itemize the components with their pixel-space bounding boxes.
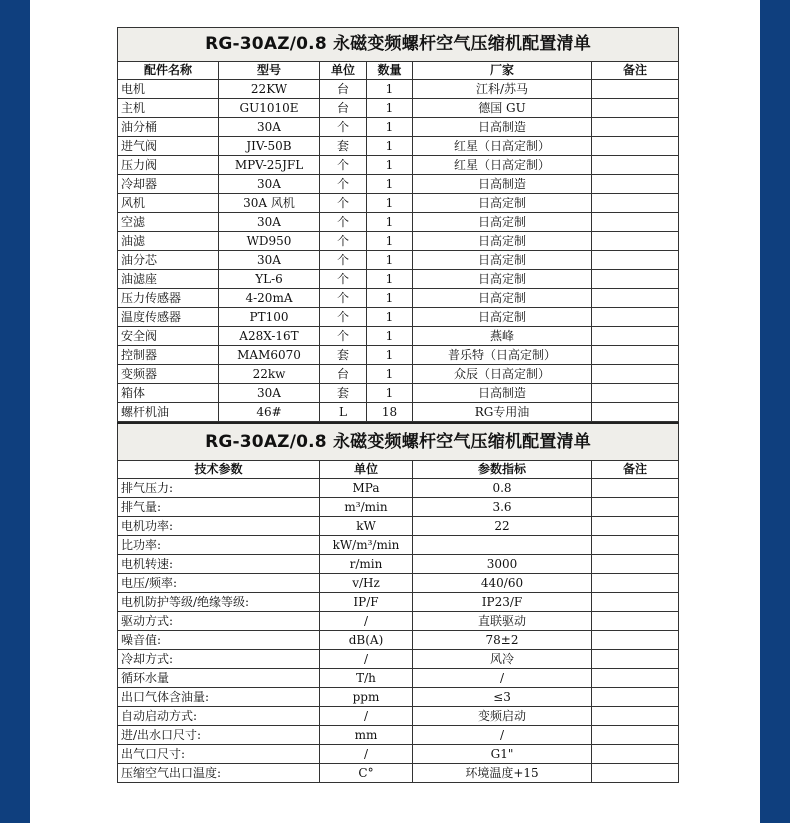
table-cell: 1 xyxy=(367,175,413,194)
table-row xyxy=(118,156,679,175)
table-cell: 德国 GU xyxy=(413,99,592,118)
params-title-row xyxy=(118,423,679,461)
table-row xyxy=(118,707,679,726)
table-cell: PT100 xyxy=(219,308,320,327)
table-cell xyxy=(592,479,679,498)
table-row xyxy=(118,498,679,517)
table-cell: 1 xyxy=(367,213,413,232)
table-cell: mm xyxy=(320,726,413,745)
header-unit: 单位 xyxy=(320,62,367,80)
table-cell: 22 xyxy=(413,517,592,536)
table-cell: m³/min xyxy=(320,498,413,517)
table-row xyxy=(118,726,679,745)
table-cell: 油分桶 xyxy=(118,118,219,137)
table-cell xyxy=(592,137,679,156)
table-cell xyxy=(592,99,679,118)
header-param-unit: 单位 xyxy=(320,461,413,479)
table-cell: 46# xyxy=(219,403,320,422)
table-cell: 个 xyxy=(320,270,367,289)
params-table-title: RG-30AZ/0.8 永磁变频螺杆空气压缩机配置清单 xyxy=(118,423,679,461)
table-cell: 台 xyxy=(320,80,367,99)
table-row xyxy=(118,137,679,156)
document-content xyxy=(117,27,678,783)
table-cell: 比功率: xyxy=(118,536,320,555)
table-cell: 个 xyxy=(320,289,367,308)
table-cell xyxy=(592,536,679,555)
table-cell: 螺杆机油 xyxy=(118,403,219,422)
table-cell: 1 xyxy=(367,308,413,327)
table-cell: 30A xyxy=(219,118,320,137)
table-cell: 30A xyxy=(219,175,320,194)
table-cell xyxy=(592,707,679,726)
table-cell: 台 xyxy=(320,99,367,118)
table-cell xyxy=(592,574,679,593)
table-cell xyxy=(592,156,679,175)
table-cell: T/h xyxy=(320,669,413,688)
table-cell: 22KW xyxy=(219,80,320,99)
table-row xyxy=(118,764,679,783)
table-cell: 电机 xyxy=(118,80,219,99)
table-cell: / xyxy=(320,707,413,726)
table-cell: 30A xyxy=(219,213,320,232)
table-cell: 控制器 xyxy=(118,346,219,365)
table-cell: 排气压力: xyxy=(118,479,320,498)
table-cell xyxy=(413,536,592,555)
table-cell xyxy=(592,650,679,669)
table-cell: IP/F xyxy=(320,593,413,612)
table-cell: 出气口尺寸: xyxy=(118,745,320,764)
table-cell: 1 xyxy=(367,232,413,251)
table-cell: 台 xyxy=(320,365,367,384)
table-cell: 燕峰 xyxy=(413,327,592,346)
table-cell: 循环水量 xyxy=(118,669,320,688)
table-cell: 日高定制 xyxy=(413,289,592,308)
table-cell: WD950 xyxy=(219,232,320,251)
table-cell: 套 xyxy=(320,346,367,365)
config-table xyxy=(117,27,679,422)
table-cell: 日高定制 xyxy=(413,308,592,327)
table-cell xyxy=(592,327,679,346)
table-row xyxy=(118,289,679,308)
table-cell: 变频启动 xyxy=(413,707,592,726)
table-row xyxy=(118,574,679,593)
table-cell: 个 xyxy=(320,327,367,346)
table-cell: 变频器 xyxy=(118,365,219,384)
table-cell: 个 xyxy=(320,308,367,327)
table-row xyxy=(118,479,679,498)
table-cell: 个 xyxy=(320,251,367,270)
table-cell: 冷却方式: xyxy=(118,650,320,669)
table-cell: / xyxy=(320,612,413,631)
table-cell xyxy=(592,365,679,384)
table-cell xyxy=(592,555,679,574)
table-row xyxy=(118,251,679,270)
table-row xyxy=(118,403,679,422)
table-cell: 进气阀 xyxy=(118,137,219,156)
table-row xyxy=(118,232,679,251)
table-row xyxy=(118,194,679,213)
table-cell: 环境温度+15 xyxy=(413,764,592,783)
table-cell: 出口气体含油量: xyxy=(118,688,320,707)
table-cell: 1 xyxy=(367,137,413,156)
table-row xyxy=(118,688,679,707)
table-row xyxy=(118,669,679,688)
table-cell: 日高制造 xyxy=(413,118,592,137)
params-table xyxy=(117,422,679,783)
table-cell: 3.6 xyxy=(413,498,592,517)
table-cell: 冷却器 xyxy=(118,175,219,194)
table-cell xyxy=(592,688,679,707)
table-row xyxy=(118,346,679,365)
table-cell: 主机 xyxy=(118,99,219,118)
table-cell: 电机功率: xyxy=(118,517,320,536)
table-cell: 安全阀 xyxy=(118,327,219,346)
table-cell: 30A 风机 xyxy=(219,194,320,213)
header-model: 型号 xyxy=(219,62,320,80)
table-row xyxy=(118,175,679,194)
table-cell: 日高定制 xyxy=(413,194,592,213)
table-row xyxy=(118,270,679,289)
config-title-row xyxy=(118,28,679,62)
table-row xyxy=(118,745,679,764)
table-cell: 普乐特（日高定制） xyxy=(413,346,592,365)
table-cell: 压力阀 xyxy=(118,156,219,175)
table-cell: 1 xyxy=(367,365,413,384)
table-row xyxy=(118,118,679,137)
table-cell xyxy=(592,631,679,650)
table-cell: IP23/F xyxy=(413,593,592,612)
table-cell: 个 xyxy=(320,118,367,137)
table-cell: 红星（日高定制） xyxy=(413,156,592,175)
table-row xyxy=(118,631,679,650)
table-cell: 30A xyxy=(219,384,320,403)
table-cell: 22kw xyxy=(219,365,320,384)
table-cell xyxy=(592,118,679,137)
table-cell: 日高制造 xyxy=(413,175,592,194)
table-row xyxy=(118,536,679,555)
table-cell: 日高定制 xyxy=(413,270,592,289)
table-cell xyxy=(592,498,679,517)
table-cell: 压缩空气出口温度: xyxy=(118,764,320,783)
table-cell: 油滤 xyxy=(118,232,219,251)
table-cell: ppm xyxy=(320,688,413,707)
table-cell: kW/m³/min xyxy=(320,536,413,555)
table-cell: 1 xyxy=(367,194,413,213)
table-cell xyxy=(592,308,679,327)
header-tech-param: 技术参数 xyxy=(118,461,320,479)
table-cell: L xyxy=(320,403,367,422)
table-cell: 1 xyxy=(367,156,413,175)
table-cell: 风冷 xyxy=(413,650,592,669)
table-cell xyxy=(592,194,679,213)
table-cell: 30A xyxy=(219,251,320,270)
table-cell: 个 xyxy=(320,232,367,251)
table-cell: 众辰（日高定制） xyxy=(413,365,592,384)
header-part-name: 配件名称 xyxy=(118,62,219,80)
config-header-row xyxy=(118,62,679,80)
table-cell: 日高定制 xyxy=(413,232,592,251)
table-cell: 3000 xyxy=(413,555,592,574)
table-cell: 个 xyxy=(320,213,367,232)
table-cell: 1 xyxy=(367,80,413,99)
table-cell xyxy=(592,593,679,612)
table-cell xyxy=(592,517,679,536)
table-cell: kW xyxy=(320,517,413,536)
table-cell: 红星（日高定制） xyxy=(413,137,592,156)
header-manufacturer: 厂家 xyxy=(413,62,592,80)
table-row xyxy=(118,593,679,612)
table-cell: / xyxy=(413,726,592,745)
table-cell: 风机 xyxy=(118,194,219,213)
table-cell: ≤3 xyxy=(413,688,592,707)
table-cell: 直联驱动 xyxy=(413,612,592,631)
table-row xyxy=(118,327,679,346)
table-cell xyxy=(592,232,679,251)
header-param-remarks: 备注 xyxy=(592,461,679,479)
table-cell: 油分芯 xyxy=(118,251,219,270)
table-row xyxy=(118,308,679,327)
table-cell: 1 xyxy=(367,118,413,137)
table-cell xyxy=(592,270,679,289)
table-cell: 压力传感器 xyxy=(118,289,219,308)
table-cell: r/min xyxy=(320,555,413,574)
table-cell: JIV-50B xyxy=(219,137,320,156)
table-cell xyxy=(592,213,679,232)
table-cell xyxy=(592,346,679,365)
table-cell: 套 xyxy=(320,137,367,156)
table-cell: 1 xyxy=(367,384,413,403)
table-cell: 电机防护等级/绝缘等级: xyxy=(118,593,320,612)
table-cell: 440/60 xyxy=(413,574,592,593)
table-cell xyxy=(592,175,679,194)
table-cell: 日高制造 xyxy=(413,384,592,403)
table-cell: 0.8 xyxy=(413,479,592,498)
table-cell: G1" xyxy=(413,745,592,764)
table-cell: 78±2 xyxy=(413,631,592,650)
table-cell xyxy=(592,403,679,422)
table-cell: 排气量: xyxy=(118,498,320,517)
table-row xyxy=(118,80,679,99)
table-cell: 个 xyxy=(320,194,367,213)
table-cell: 1 xyxy=(367,270,413,289)
table-cell: 自动启动方式: xyxy=(118,707,320,726)
header-remarks: 备注 xyxy=(592,62,679,80)
table-row xyxy=(118,650,679,669)
table-cell: 进/出水口尺寸: xyxy=(118,726,320,745)
table-cell xyxy=(592,745,679,764)
table-cell: 4-20mA xyxy=(219,289,320,308)
table-cell: 18 xyxy=(367,403,413,422)
table-cell: 驱动方式: xyxy=(118,612,320,631)
table-cell: RG专用油 xyxy=(413,403,592,422)
table-row xyxy=(118,384,679,403)
table-cell: dB(A) xyxy=(320,631,413,650)
table-cell xyxy=(592,669,679,688)
config-table-title: RG-30AZ/0.8 永磁变频螺杆空气压缩机配置清单 xyxy=(118,28,679,62)
table-row xyxy=(118,213,679,232)
table-cell: GU1010E xyxy=(219,99,320,118)
table-cell: 日高定制 xyxy=(413,213,592,232)
table-row xyxy=(118,517,679,536)
table-cell: 1 xyxy=(367,346,413,365)
table-cell: 1 xyxy=(367,289,413,308)
table-cell xyxy=(592,384,679,403)
header-quantity: 数量 xyxy=(367,62,413,80)
table-cell: 个 xyxy=(320,156,367,175)
table-cell: MPa xyxy=(320,479,413,498)
table-cell: A28X-16T xyxy=(219,327,320,346)
table-cell: / xyxy=(413,669,592,688)
params-header-row xyxy=(118,461,679,479)
table-cell: 温度传感器 xyxy=(118,308,219,327)
table-cell: 箱体 xyxy=(118,384,219,403)
table-cell xyxy=(592,80,679,99)
table-cell: 噪音值: xyxy=(118,631,320,650)
table-cell: / xyxy=(320,650,413,669)
table-cell: 江科/苏马 xyxy=(413,80,592,99)
table-cell: MAM6070 xyxy=(219,346,320,365)
table-cell: 1 xyxy=(367,99,413,118)
table-row xyxy=(118,612,679,631)
header-param-value: 参数指标 xyxy=(413,461,592,479)
table-cell: 个 xyxy=(320,175,367,194)
table-cell: 电机转速: xyxy=(118,555,320,574)
table-cell: 电压/频率: xyxy=(118,574,320,593)
table-row xyxy=(118,555,679,574)
table-cell: / xyxy=(320,745,413,764)
table-cell: 日高定制 xyxy=(413,251,592,270)
table-row xyxy=(118,365,679,384)
table-cell: v/Hz xyxy=(320,574,413,593)
table-cell: C° xyxy=(320,764,413,783)
table-cell: MPV-25JFL xyxy=(219,156,320,175)
table-cell: 1 xyxy=(367,327,413,346)
table-cell xyxy=(592,612,679,631)
table-cell xyxy=(592,289,679,308)
table-cell: 油滤座 xyxy=(118,270,219,289)
table-cell xyxy=(592,764,679,783)
table-cell xyxy=(592,251,679,270)
table-cell: 空滤 xyxy=(118,213,219,232)
table-cell: 1 xyxy=(367,251,413,270)
table-row xyxy=(118,99,679,118)
table-cell: 套 xyxy=(320,384,367,403)
table-cell: YL-6 xyxy=(219,270,320,289)
table-cell xyxy=(592,726,679,745)
document-page xyxy=(30,0,760,823)
